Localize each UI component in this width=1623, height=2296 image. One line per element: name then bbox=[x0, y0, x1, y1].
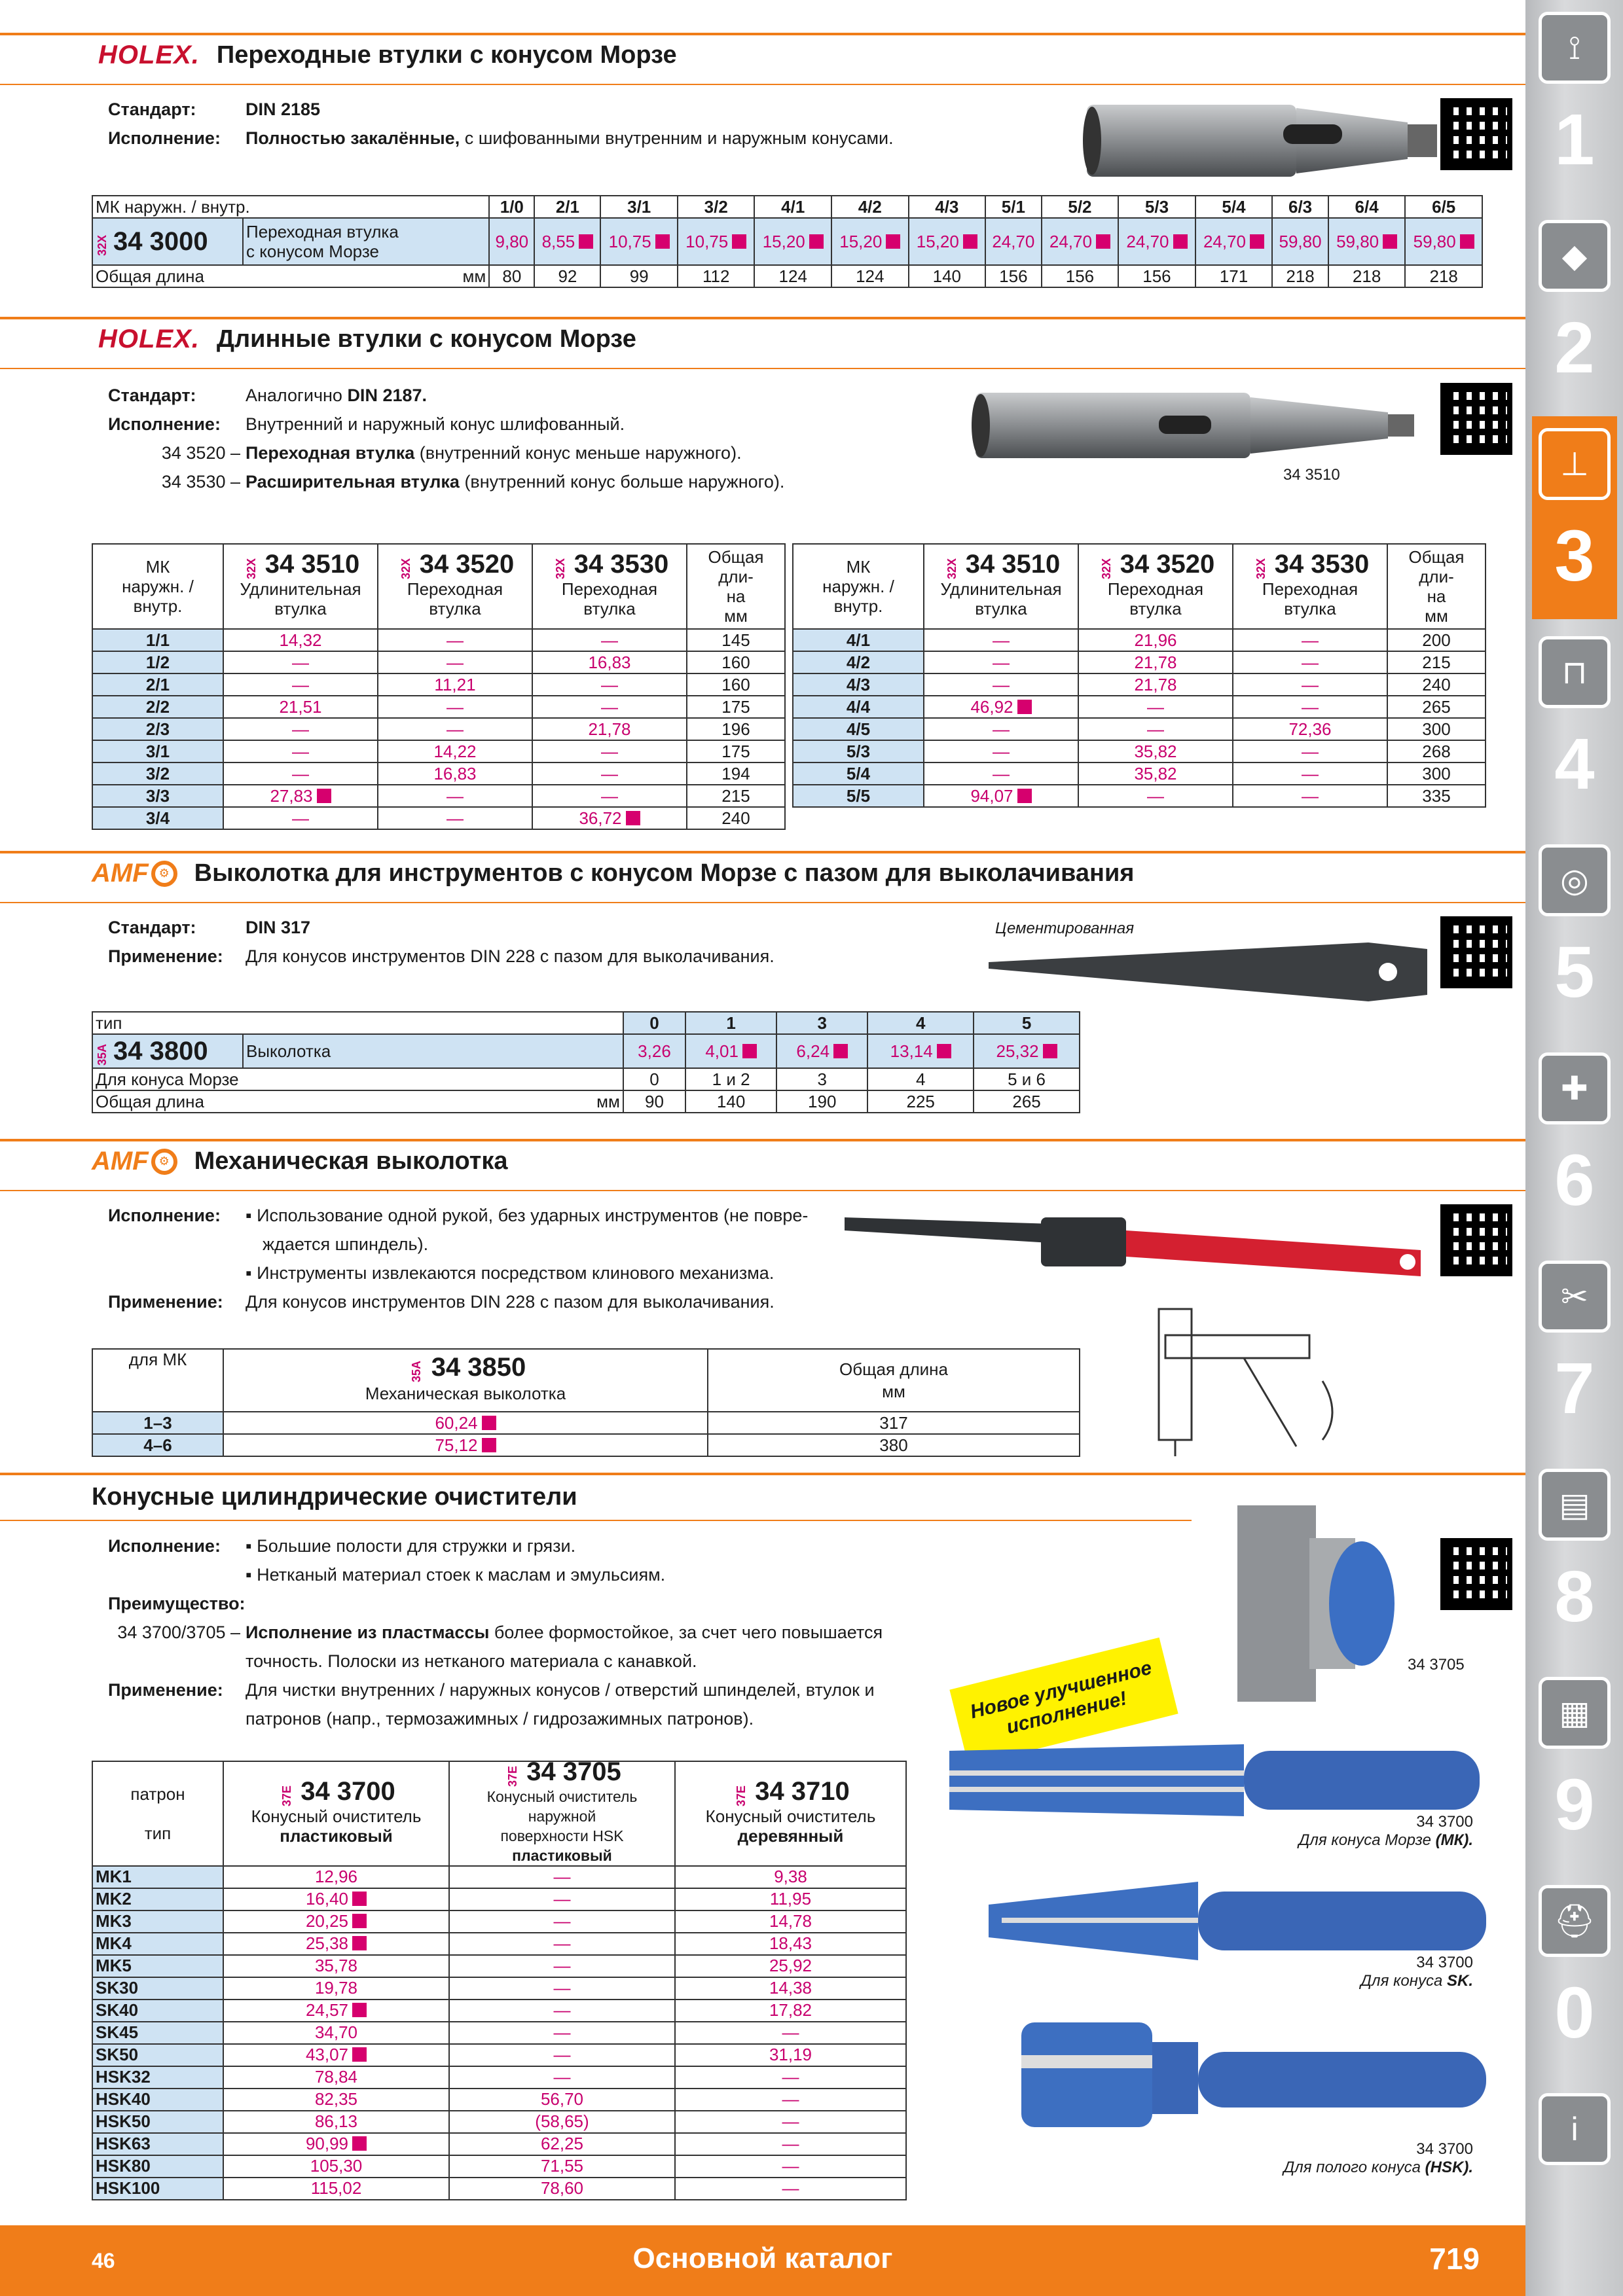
sidebar-tab-number: 3 bbox=[1554, 516, 1595, 596]
article-number: 34 3000 bbox=[113, 226, 208, 256]
product-table-3435xx-right: МК наружн. / внутр. 32X 34 3510 Удлинительная втулка 32X 34 3520 Переходная втулка 32X 34 3530 Переходная втулка Общая дли- на мм 4/1 — 21,96 — 200 4/2 — 21,78 — 215 4/3 — 21,78 — 240 4/4 46,92 — — 265 4/5 — — 72,36 300 5/3 — 35,82 — 268 5/4 — 35,82 — 300 5/5 94,07 — — 335 bbox=[792, 543, 1486, 808]
table-row: 4/1 — 21,96 — 200 bbox=[793, 629, 1486, 651]
section-header bbox=[98, 41, 677, 70]
grinding-disc-icon: ◎ bbox=[1539, 844, 1611, 916]
product-table-343850: для МК 35A 34 3850 Механическая выколотка Общая длина мм 1–3 60,24 317 4–6 75,12 380 bbox=[92, 1348, 1080, 1457]
price-cell[interactable]: 59,80 bbox=[1328, 218, 1406, 265]
section-divider bbox=[0, 902, 1525, 903]
table-row: HSK32 78,84 — — bbox=[92, 2066, 906, 2089]
price-cell[interactable]: 60,24 bbox=[223, 1412, 708, 1434]
section-divider bbox=[0, 84, 1525, 85]
price-cell[interactable]: 24,70 bbox=[1042, 218, 1119, 265]
sidebar-tab-number: 5 bbox=[1554, 932, 1595, 1013]
price-cell[interactable]: 75,12 bbox=[223, 1434, 708, 1456]
spec-block: Стандарт: DIN 317 Применение: Для конусов инструментов DIN 228 с пазом для выколачивания. bbox=[108, 918, 775, 966]
sidebar-tab-number: 7 bbox=[1554, 1348, 1595, 1429]
price-cell[interactable]: 15,20 bbox=[909, 218, 986, 265]
sidebar-tab-6[interactable] bbox=[1532, 1041, 1617, 1244]
page-footer bbox=[0, 2225, 1525, 2296]
product-table-343000: МК наружн. / внутр. 1/0 2/1 3/1 3/2 4/1 4/2 4/3 5/1 5/2 5/3 5/4 6/3 6/4 6/5 32X 34 3000 Переходная втулка с конусом Морзе 9,80 8,55 10,75 10,75 15,20 15,20 15,20 24,70 24,70 24,70 24,70 59,80 59,80 59,80 Общая длина мм 80 92 99 112 124 124 140 156 156 156 171 218 218 218 bbox=[92, 195, 1483, 288]
product-table-cone-cleaners: патрон тип 37E 34 3700 Конусный очиститель пластиковый 37E 34 3705 Конусный очиститель наружной поверхности HSK пластиковый 37E 34 3710 Конусный очиститель деревянный MK1 12,96 — 9,38 MK2 16,40 — 11,95 MK3 20,25 — 14,78 MK4 25,38 — 18,43 MK5 35,78 — 25,92 SK30 19,78 — 14,38 SK40 24,57 — 17,82 SK45 34,70 — — SK50 43,07 — 31,19 HSK32 78,84 — — HSK40 82,35 56,70 — HSK50 86,13 (58,65) — HSK63 90,99 62,25 — HSK80 105,30 71,55 — HSK100 115,02 78,60 — bbox=[92, 1761, 907, 2200]
section-divider bbox=[0, 317, 1525, 319]
price-cell[interactable]: 25,32 bbox=[974, 1034, 1080, 1068]
table-row: MK4 25,38 — 18,43 bbox=[92, 1933, 906, 1955]
sidebar-tab-number: 8 bbox=[1554, 1556, 1595, 1637]
section-divider bbox=[0, 851, 1525, 853]
sidebar-tab-number: 9 bbox=[1554, 1765, 1595, 1845]
image-caption: Цементированная bbox=[995, 920, 1135, 937]
price-cell[interactable]: 15,20 bbox=[754, 218, 831, 265]
price-cell[interactable]: 13,14 bbox=[867, 1034, 974, 1068]
amf-logo: AMF ⚙ bbox=[92, 1147, 177, 1176]
section-title: Механическая выколотка bbox=[194, 1147, 508, 1175]
sidebar-tab-number: 6 bbox=[1554, 1140, 1595, 1221]
table-row: 2/2 21,51 — — 175 bbox=[92, 696, 785, 718]
table-row: HSK50 86,13 (58,65) — bbox=[92, 2111, 906, 2133]
image-caption: 34 3700 Для полого конуса (HSK). bbox=[1283, 2140, 1473, 2176]
table-row: HSK40 82,35 56,70 — bbox=[92, 2089, 906, 2111]
sidebar-tab-number: 2 bbox=[1554, 308, 1595, 388]
table-row: 4/5 — — 72,36 300 bbox=[793, 718, 1486, 740]
hsk-cleaner-image bbox=[1231, 1492, 1401, 1715]
table-row: HSK63 90,99 62,25 — bbox=[92, 2133, 906, 2155]
holex-logo: HOLEX. bbox=[98, 325, 200, 353]
table-row: MK2 16,40 — 11,95 bbox=[92, 1888, 906, 1910]
price-cell[interactable]: 24,70 bbox=[1118, 218, 1195, 265]
table-row: MK1 12,96 — 9,38 bbox=[92, 1866, 906, 1888]
table-row: 3/3 27,83 — — 215 bbox=[92, 785, 785, 807]
insert-icon: ◆ bbox=[1539, 220, 1611, 292]
qr-code[interactable] bbox=[1440, 1538, 1512, 1610]
sidebar-tab-1[interactable] bbox=[1532, 0, 1617, 203]
table-row: 1/1 14,32 — — 145 bbox=[92, 629, 785, 651]
section-title: Конусные цилиндрические очистители bbox=[92, 1483, 577, 1511]
wrench-icon: ✚ bbox=[1539, 1052, 1611, 1124]
table-row: SK30 19,78 — 14,38 bbox=[92, 1977, 906, 2000]
table-row: 1/2 — — 16,83 160 bbox=[92, 651, 785, 673]
page-number-left: 46 bbox=[92, 2249, 115, 2272]
long-sleeve-image bbox=[969, 383, 1427, 468]
table-row: 4/4 46,92 — — 265 bbox=[793, 696, 1486, 718]
sidebar-tab-7[interactable] bbox=[1532, 1249, 1617, 1452]
mechanical-drift-image bbox=[845, 1204, 1434, 1302]
safety-icon: ⛑ bbox=[1539, 1885, 1611, 1957]
sidebar-tab-5[interactable] bbox=[1532, 833, 1617, 1035]
hsk-taper-cleaner-image bbox=[1021, 1996, 1493, 2147]
table-row: 4/2 — 21,78 — 215 bbox=[793, 651, 1486, 673]
sidebar-tab-3[interactable] bbox=[1532, 416, 1617, 619]
sidebar-tab-i[interactable] bbox=[1532, 2081, 1617, 2284]
qr-code[interactable] bbox=[1440, 98, 1512, 170]
qr-code[interactable] bbox=[1440, 916, 1512, 988]
morse-sleeve-image bbox=[1080, 95, 1447, 187]
table-row: SK50 43,07 — 31,19 bbox=[92, 2044, 906, 2066]
mk-cleaner-image bbox=[949, 1734, 1493, 1826]
image-caption: 34 3705 bbox=[1408, 1656, 1465, 1674]
section-header bbox=[92, 859, 1134, 888]
product-table-343800: тип 0 1 3 4 5 35A 34 3800 Выколотка 3,26 4,01 6,24 13,14 25,32 Для конуса Морзе 0 1 и 2 3 4 5 и 6 Общая длина мм 90 140 190 225 265 bbox=[92, 1011, 1080, 1113]
section-header bbox=[92, 1483, 577, 1511]
pliers-icon: ✂ bbox=[1539, 1261, 1611, 1333]
table-row: SK45 34,70 — — bbox=[92, 2022, 906, 2044]
sidebar-tab-number: 4 bbox=[1554, 724, 1595, 804]
sidebar-tab-number: 0 bbox=[1554, 1973, 1595, 2053]
table-row: SK40 24,57 — 17,82 bbox=[92, 2000, 906, 2022]
section-divider bbox=[0, 33, 1525, 35]
sidebar-tab-8[interactable] bbox=[1532, 1457, 1617, 1660]
section-title: Длинные втулки с конусом Морзе bbox=[216, 325, 636, 353]
table-row: 5/3 — 35,82 — 268 bbox=[793, 740, 1486, 762]
table-row: MK3 20,25 — 14,78 bbox=[92, 1910, 906, 1933]
sidebar-tab-9[interactable] bbox=[1532, 1665, 1617, 1868]
table-row: 3/4 — — 36,72 240 bbox=[92, 807, 785, 829]
holex-logo: HOLEX. bbox=[98, 41, 200, 69]
section-title: Переходные втулки с конусом Морзе bbox=[216, 41, 677, 69]
drift-key-image bbox=[989, 936, 1434, 1008]
table-row: 2/1 — 11,21 — 160 bbox=[92, 673, 785, 696]
amf-logo: AMF ⚙ bbox=[92, 859, 177, 888]
sidebar-tab-number: 1 bbox=[1554, 99, 1595, 180]
table-row: 4/3 — 21,78 — 240 bbox=[793, 673, 1486, 696]
table-row: 3/1 — 14,22 — 175 bbox=[92, 740, 785, 762]
section-header bbox=[98, 325, 636, 354]
qr-code[interactable] bbox=[1440, 383, 1512, 455]
table-row: 5/4 — 35,82 — 300 bbox=[793, 762, 1486, 785]
price-cell[interactable]: 4,01 bbox=[685, 1034, 776, 1068]
price-cell[interactable]: 24,70 bbox=[1195, 218, 1273, 265]
table-row: HSK100 115,02 78,60 — bbox=[92, 2178, 906, 2200]
section-divider bbox=[0, 1473, 1525, 1475]
sidebar-tab-4[interactable] bbox=[1532, 624, 1617, 827]
workshop-icon: ▤ bbox=[1539, 1469, 1611, 1541]
price-cell[interactable]: 59,80 bbox=[1272, 218, 1328, 265]
section-header bbox=[92, 1147, 507, 1176]
spec-block: Стандарт: DIN 2185 Исполнение: Полностью закалённые, с шифованными внутренним и наружным конусами. bbox=[108, 99, 894, 148]
catalog-title: Основной каталог bbox=[632, 2242, 893, 2274]
spec-block: Стандарт: Аналогично DIN 2187. Исполнение: Внутренний и наружный конус шлифованный. 34 3520 – Переходная втулка (внутренний конус меньше наружного). 34 3530 – Расширительная втулка (внутренний конус больше наружного). bbox=[108, 386, 785, 492]
table-row: HSK80 105,30 71,55 — bbox=[92, 2155, 906, 2178]
table-row: MK5 35,78 — 25,92 bbox=[92, 1955, 906, 1977]
price-cell[interactable]: 9,80 bbox=[489, 218, 534, 265]
price-cell[interactable]: 10,75 bbox=[600, 218, 678, 265]
tool-holder-icon: ⊥ bbox=[1539, 428, 1611, 500]
image-caption: 34 3700 Для конуса Морзе (МК). bbox=[1298, 1813, 1473, 1849]
section-divider bbox=[0, 1139, 1525, 1141]
price-cell[interactable]: 3,26 bbox=[623, 1034, 685, 1068]
spec-block: Исполнение: ▪ Большие полости для стружки и грязи. ▪ Нетканый материал стоек к маслам и эмульсиям. Преимущество: 34 3700/3705 – Исполнение из пластмассы более формостойкое, за счет чего повышается точность. Полоски из нетканого материала с канавкой. Применение: Для чистки внутренних / наружных конусов / отверстий шпинделей, втулок и патронов (напр., термозажимных / гидрозажимных патронов). bbox=[108, 1536, 883, 1729]
price-cell[interactable]: 59,80 bbox=[1405, 218, 1482, 265]
price-cell[interactable]: 8,55 bbox=[534, 218, 600, 265]
spec-block: Исполнение: ▪ Использование одной рукой, без ударных инструментов (не повре- ждается шпиндель). ▪ Инструменты извлекаются посредством клинового механизма. Применение: Для конусов инструментов DIN 228 с пазом для выколачивания. bbox=[108, 1206, 809, 1312]
section-divider bbox=[0, 368, 1525, 369]
qr-code[interactable] bbox=[1440, 1204, 1512, 1276]
price-cell[interactable]: 10,75 bbox=[678, 218, 755, 265]
table-row: 5/5 94,07 — — 335 bbox=[793, 785, 1486, 807]
section-divider bbox=[0, 1520, 1192, 1521]
cabinet-icon: ▦ bbox=[1539, 1677, 1611, 1749]
price-cell[interactable]: 15,20 bbox=[831, 218, 909, 265]
product-table-3435xx-left: МК наружн. / внутр. 32X 34 3510 Удлинительная втулка 32X 34 3520 Переходная втулка 32X 34 3530 Переходная втулка Общая дли- на мм 1/1 14,32 — — 145 1/2 — — 16,83 160 2/1 — 11,21 — 160 2/2 21,51 — — 175 2/3 — — 21,78 196 3/1 — 14,22 — 175 3/2 — 16,83 — 194 3/3 27,83 — — 215 3/4 — — 36,72 240 bbox=[92, 543, 786, 830]
sidebar-tab-2[interactable] bbox=[1532, 208, 1617, 411]
section-title: Выколотка для инструментов с конусом Морзе с пазом для выколачивания bbox=[194, 859, 1135, 887]
table-row: 3/2 — 16,83 — 194 bbox=[92, 762, 785, 785]
table-row: 2/3 — — 21,78 196 bbox=[92, 718, 785, 740]
new-version-badge: Новое улучшенное исполнение! bbox=[949, 1638, 1178, 1766]
info-icon: i bbox=[1539, 2093, 1611, 2165]
price-cell[interactable]: 24,70 bbox=[985, 218, 1042, 265]
page-number-right: 719 bbox=[1429, 2242, 1480, 2276]
image-caption: 34 3510 bbox=[1283, 466, 1340, 484]
drill-icon: ⟟ bbox=[1539, 12, 1611, 84]
image-caption: 34 3700 Для конуса SK. bbox=[1360, 1954, 1473, 1990]
price-cell[interactable]: 6,24 bbox=[776, 1034, 867, 1068]
sidebar-tab-0[interactable] bbox=[1532, 1873, 1617, 2076]
caliper-icon: ⊓ bbox=[1539, 636, 1611, 708]
mechanism-diagram bbox=[1126, 1302, 1388, 1460]
section-divider bbox=[0, 1190, 1525, 1191]
